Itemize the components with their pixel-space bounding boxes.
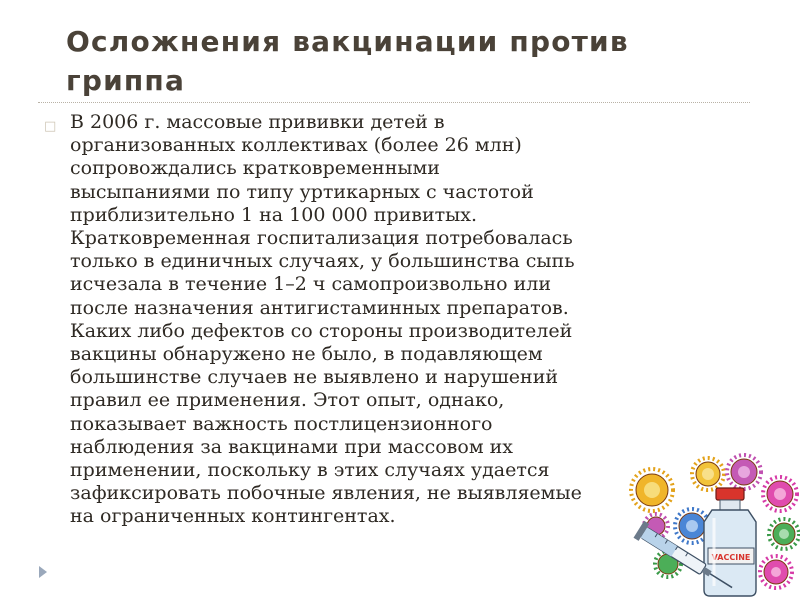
vial-label: VACCINE xyxy=(711,553,751,562)
vaccine-vial-icon xyxy=(704,488,756,596)
title-divider xyxy=(38,102,750,103)
next-slide-arrow-icon[interactable] xyxy=(39,566,47,578)
hollow-square-bullet-icon: □ xyxy=(44,119,57,134)
vaccine-vial-syringe-viruses-icon xyxy=(628,448,800,600)
slide-body-text: В 2006 г. массовые прививки детей в организованных коллективах (более 26 млн) сопровождались кратковременными высыпаниями по типу уртикарных с частотой приблизительно 1 на 100 000 привитых. Кратковременная госпитализация потребовалась только в единичных случаях, у большинства сыпь исчезала в течение 1–2 ч самопроизвольно или после назначения антигистаминных препаратов. Каких либо дефектов со стороны производителей вакцины обнаружено не было, в подавляющем большинстве случаев не выявлено и нарушений правил ее применения. Этот опыт, однако, показывает важность постлицензионного наблюдения за вакцинами при массовом их применении, поскольку в этих случаях удается зафиксировать побочные явления, не выявляемые на ограниченных контингентах. xyxy=(70,111,582,528)
slide-title: Осложнения вакцинации против гриппа xyxy=(66,25,629,97)
